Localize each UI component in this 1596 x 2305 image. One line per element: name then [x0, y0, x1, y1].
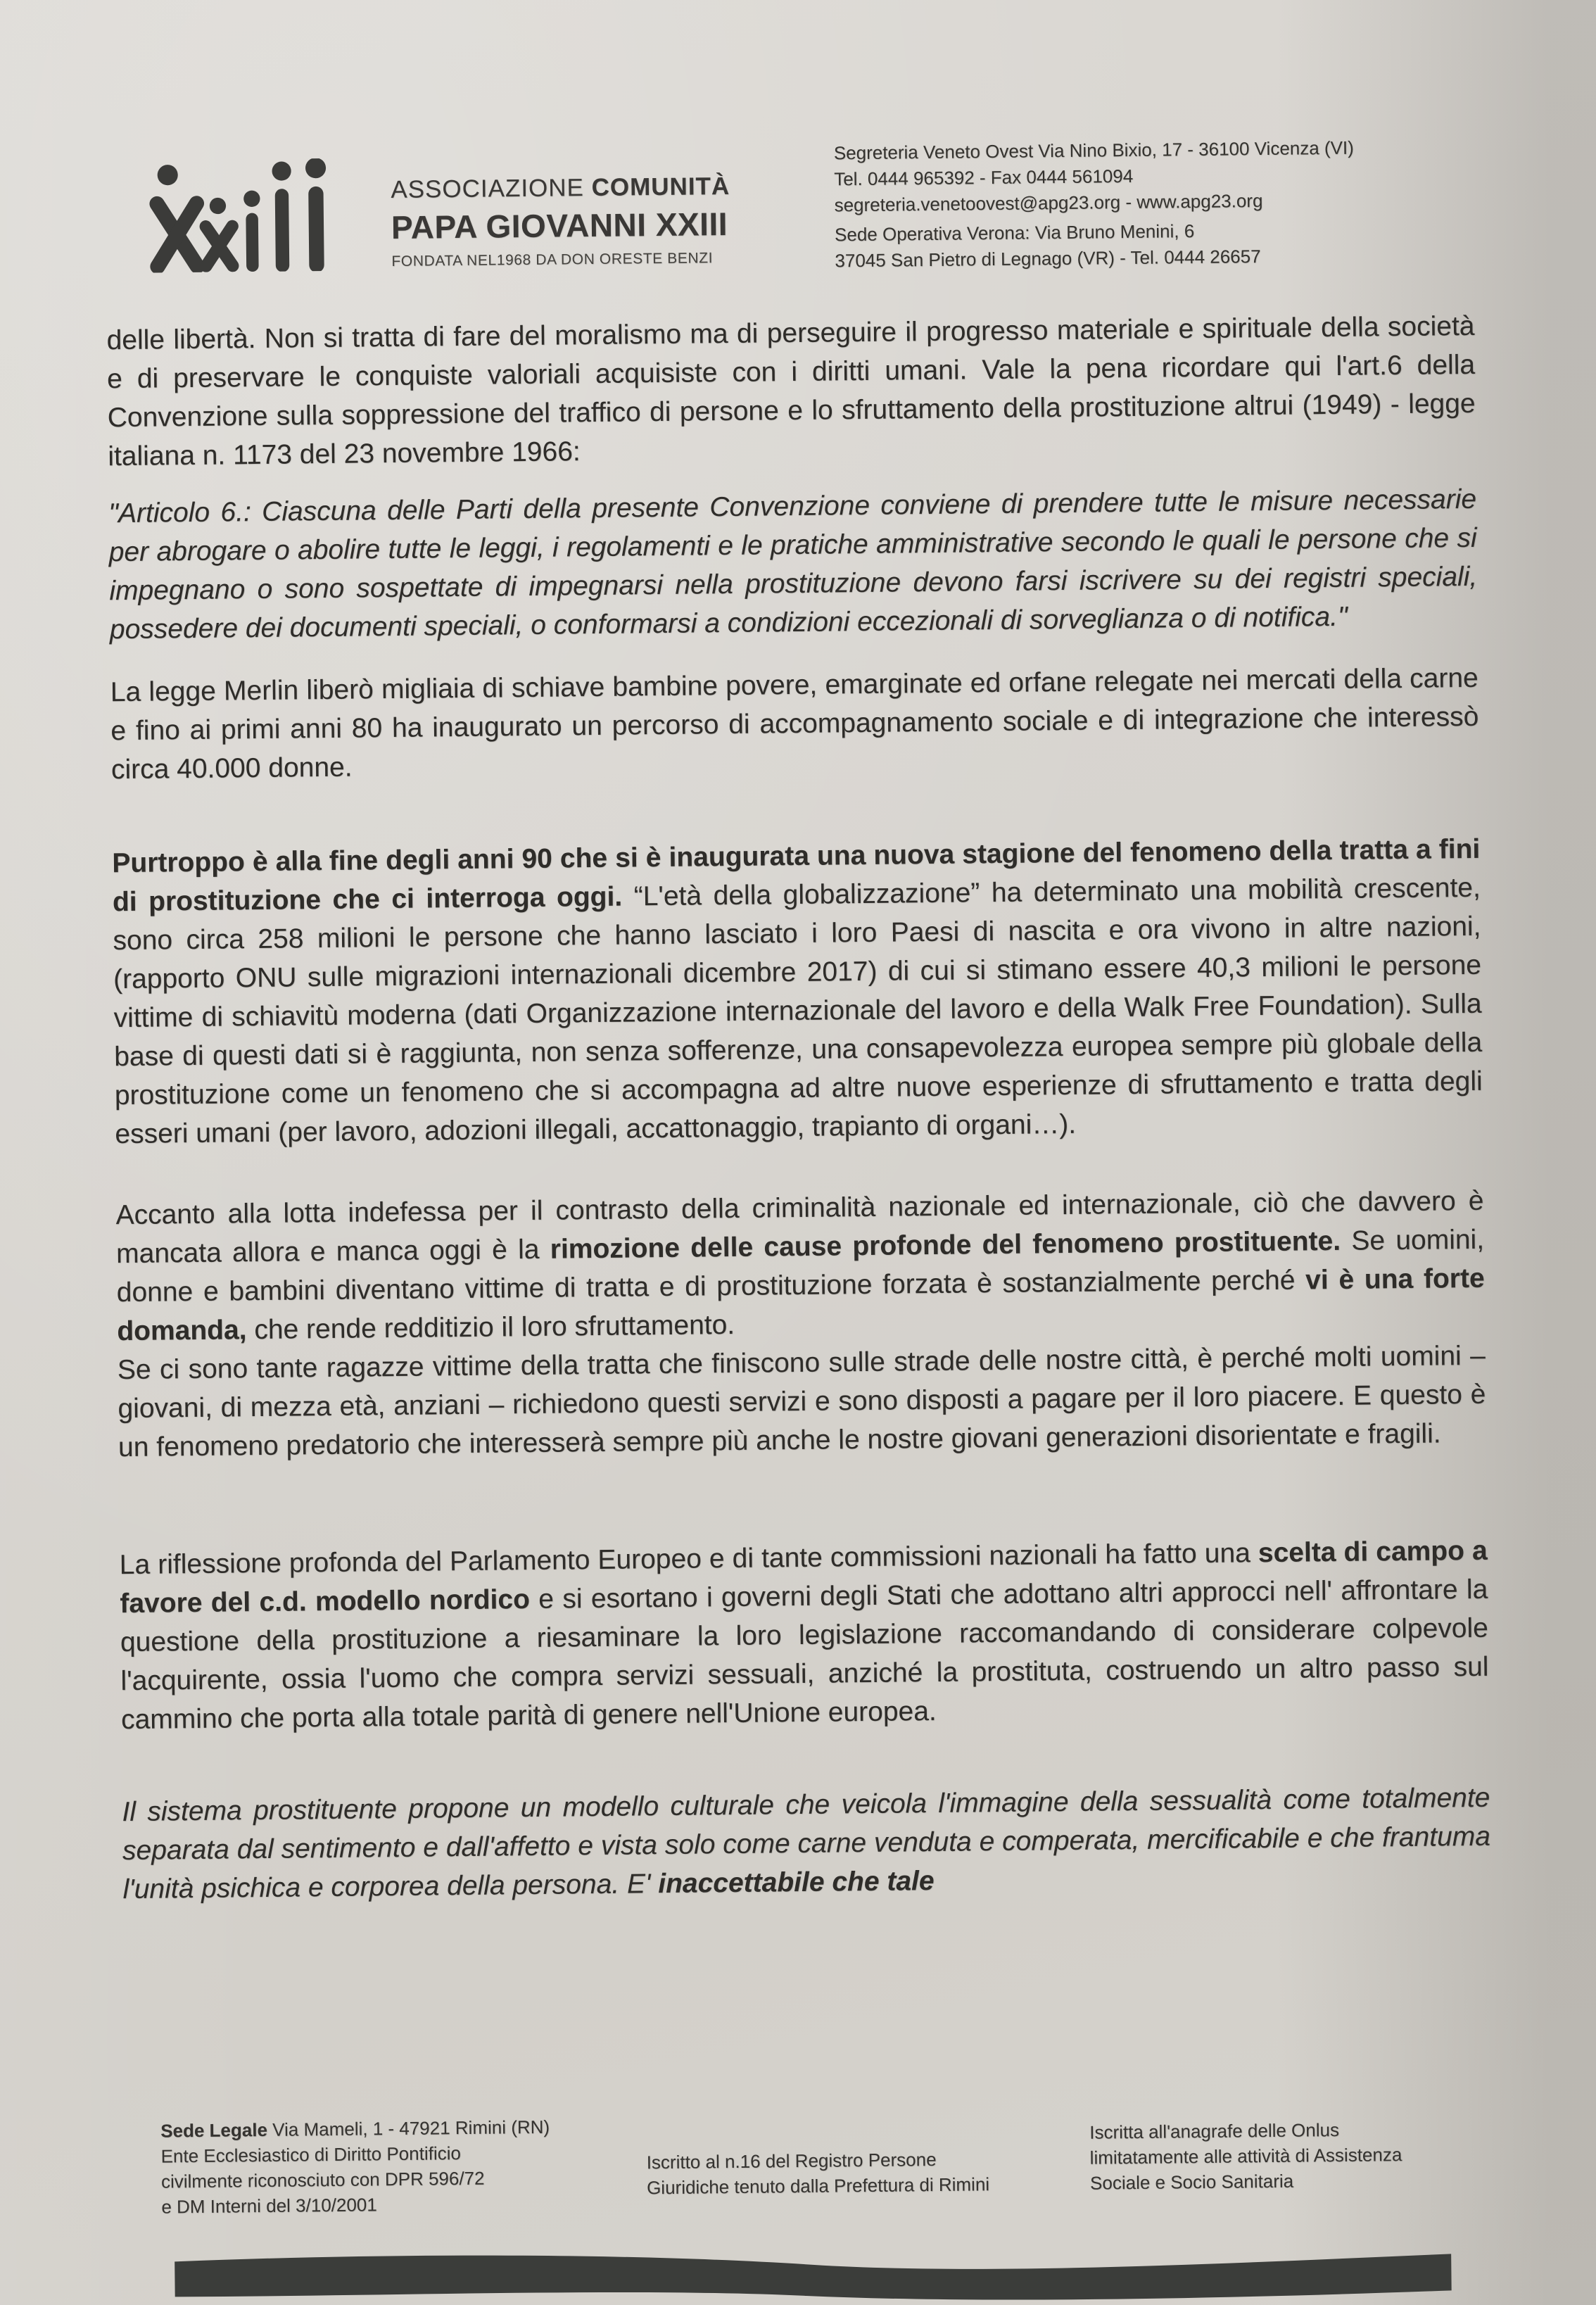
org-name-line1 — [391, 172, 730, 204]
paragraph — [110, 659, 1480, 789]
paragraph-italic — [122, 1779, 1491, 1909]
org-name-line1-regular: ASSOCIAZIONE — [391, 174, 592, 203]
footer-legal-address — [160, 2113, 647, 2219]
footer-line: civilmente riconosciuto con DPR 596/72 — [160, 2167, 485, 2192]
footer-line: Ente Ecclesiastico di Diritto Pontificio — [160, 2142, 462, 2167]
contact-line: 37045 San Pietro di Legnago (VR) - Tel. 0444 26657 — [835, 246, 1261, 272]
text-run: scelta di campo a favore del c.d. modello nordico — [120, 1535, 1488, 1619]
text-run: Se uomini, donne e bambini diventano vittime di tratta e di prostituzione forzata è sostanzialmente perché — [116, 1224, 1485, 1308]
text-run: rimozione delle cause profonde del fenomeno prostituente. — [550, 1225, 1341, 1265]
footer-sede-legale-value: Via Mameli, 1 - 47921 Rimini (RN) — [267, 2116, 550, 2140]
footer-line: Giuridiche tenuto dalla Prefettura di Rimini — [646, 2173, 990, 2199]
contact-line: Sede Operativa Verona: Via Bruno Menini, 6 — [834, 220, 1195, 246]
footer-line: Iscritta all'anagrafe delle Onlus — [1089, 2119, 1340, 2143]
text-run: Il sistema prostituente propone un modello culturale che veicola l'immagine della sessualità come totalmente separata dal sentimento e dall'affetto e vista solo come carne venduta e comperata, mercificabile e che frantuma l'unità psichica e corporea della persona. E' — [122, 1782, 1491, 1905]
paragraph — [112, 830, 1483, 1154]
text-run: Purtroppo è alla fine degli anni 90 che si è inaugurata una nuova stagione del fenomeno della tratta a fini di prostituzione che ci interroga oggi. — [112, 833, 1481, 918]
footer-line: limitatamente alle attività di Assistenza — [1089, 2144, 1402, 2168]
text-run: Se ci sono tante ragazze vittime della tratta che finiscono sulle strade delle nostre città, è perché molti uomini – giovani, di mezza età, anziani – richiedono questi servizi e sono disposti a pagare per il loro piacere. E questo è un fenomeno predatorio che interesserà sempre più anche le nostre giovani generazioni disorientate e fragili. — [117, 1340, 1486, 1463]
contact-line: segreteria.venetoovest@apg23.org - www.apg23.org — [834, 190, 1263, 216]
paragraph — [106, 307, 1476, 476]
page-footer — [160, 2104, 1498, 2220]
text-run: inaccettabile che tale — [658, 1866, 935, 1900]
contact-line: Tel. 0444 965392 - Fax 0444 561094 — [834, 165, 1134, 190]
footer-line: Sociale e Socio Sanitaria — [1089, 2170, 1294, 2194]
footer-onlus — [1089, 2116, 1442, 2210]
footer-sede-legale-label: Sede Legale — [160, 2118, 268, 2142]
text-run: La legge Merlin liberò migliaia di schiave bambine povere, emarginate ed orfane relegate nei mercati della carne e fino ai primi anni 80 ha inaugurato un percorso di accompagnamento sociale e di integrazione che interessò circa 40.000 donne. — [110, 662, 1479, 785]
text-run: delle libertà. Non si tratta di fare del moralismo ma di perseguire il progresso materiale e spirituale della società e di preservare le conquiste valoriali acquisiste con i diritti umani. Vale la pena ricordare qui l'art.6 della Convenzione sulla soppressione del traffico di persone e lo sfruttamento della prostituzione altrui (1949) - legge italiana n. 1173 del 23 novembre 1966: — [106, 310, 1476, 472]
page-bottom-shadow-bar — [169, 2240, 1457, 2305]
footer-registry — [647, 2145, 1091, 2215]
org-logo — [147, 154, 731, 273]
footer-line: e DM Interni del 3/10/2001 — [161, 2194, 377, 2218]
paragraph — [115, 1182, 1485, 1351]
contact-block — [834, 135, 1355, 274]
org-name-block — [391, 172, 730, 270]
contact-line: Segreteria Veneto Ovest Via Nino Bixio, 17 - 36100 Vicenza (VI) — [833, 137, 1354, 164]
paragraph — [120, 1532, 1490, 1739]
text-run: "Articolo 6.: Ciascuna delle Parti della presente Convenzione conviene di prendere tutte le misure necessarie per abrogare o abolire tutte le leggi, i regolamenti e le pratiche amministrative secondo le quali le persone che si impegnano o sono sospettate di impegnarsi nella prostituzione devono farsi iscrivere su dei registri speciali, possedere dei documenti speciali, o conformarsi a condizioni eccezionali di sorveglianza o di notifica." — [108, 484, 1478, 645]
text-run: La riflessione profonda del Parlamento Europeo e di tante commissioni nazionali ha fatto una — [119, 1538, 1259, 1581]
footer-line: Iscritto al n.16 del Registro Persone — [646, 2149, 937, 2173]
org-name-line1-bold: COMUNITÀ — [591, 172, 730, 202]
text-run: “L'età della globalizzazione” ha determinato una mobilità crescente, sono circa 258 milioni le persone che hanno lasciato i loro Paesi di nascita e ora vivono in altre nazioni, (rapporto ONU sulle migrazioni internazionali dicembre 2017) di cui si stimano essere 40,3 milioni le persone vittime di schiavitù moderna (dati Organizzazione internazionale del lavoro e della Walk Free Foundation). Sulla base di questi dati si è raggiunta, non senza sofferenze, una consapevolezza europea sempre più globale della prostituzione come un fenomeno che si accompagna ad altre nuove esperienze di sfruttamento e tratta degli esseri umani (per lavoro, adozioni illegali, accattonaggio, trapianto di organi…). — [113, 872, 1483, 1150]
text-run: che rende redditizio il loro sfruttamento. — [246, 1309, 735, 1346]
org-name-line2: PAPA GIOVANNI XXIII — [391, 205, 728, 246]
text-run: vi è una forte domanda, — [117, 1263, 1485, 1347]
paragraph-quote — [108, 480, 1478, 649]
text-run: e si esortano i governi degli Stati che adottano altri approcci nell' affrontare la questione della prostituzione a riesaminare la loro legislazione raccomandando di considerare colpevole l'acquirente, ossia l'uomo che compra servizi sessuali, anziché la prostituta, costruendo un altro passo sul cammino che porta alla totale parità di genere nell'Unione europea. — [120, 1574, 1489, 1736]
document-body — [106, 307, 1491, 1909]
xxiii-people-logo-icon — [147, 158, 374, 272]
org-founded-line: FONDATA NEL1968 DA DON ORESTE BENZI — [391, 250, 714, 270]
text-run: Accanto alla lotta indefessa per il contrasto della criminalità nazionale ed internazionale, ciò che davvero è mancata allora e manca oggi è la — [115, 1185, 1484, 1270]
paragraph — [118, 1337, 1487, 1467]
